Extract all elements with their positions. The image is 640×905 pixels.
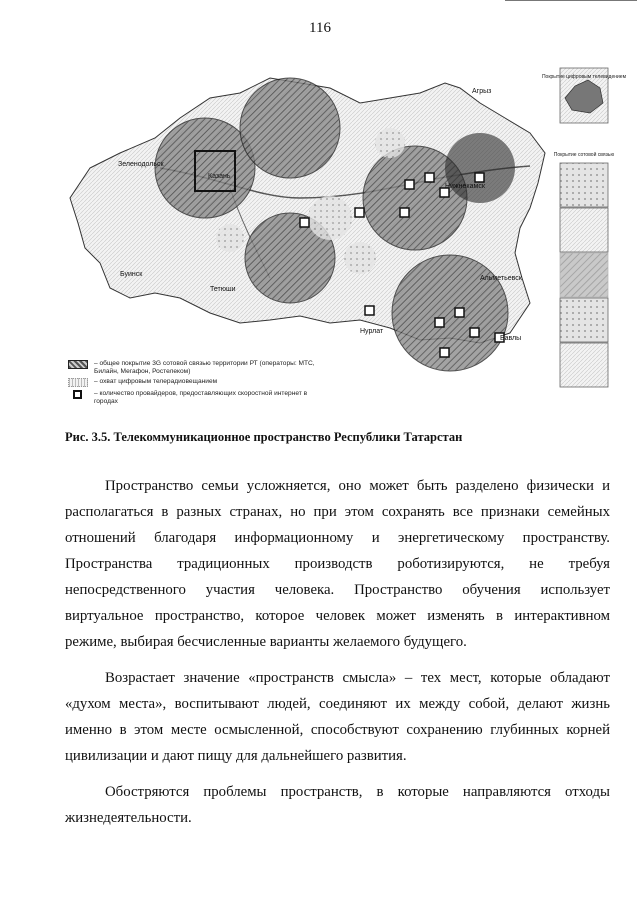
- city-label: Тетюши: [210, 286, 236, 293]
- provider-marker: [300, 218, 309, 227]
- hatched-swatch-icon: [68, 360, 88, 369]
- city-label: Буинск: [120, 271, 143, 278]
- legend-text: – общее покрытие 3G сотовой связью территории РТ (операторы: МТС, Билайн, Мегафон, Ростелеком): [94, 360, 315, 375]
- provider-marker: [475, 173, 484, 182]
- city-label: Бавлы: [500, 335, 522, 342]
- square-marker-icon: [73, 390, 82, 399]
- provider-marker: [470, 328, 479, 337]
- city-label: Агрыз: [472, 88, 492, 95]
- legend-item: [68, 360, 318, 375]
- tv-coverage-zone: [375, 128, 405, 158]
- provider-marker: [440, 348, 449, 357]
- inset-tv-label: Покрытие цифровым телевидением: [541, 74, 627, 80]
- tv-coverage-zone: [308, 196, 352, 240]
- legend-text: – количество провайдеров, предоставляющих скоростной интернет в городах: [94, 390, 308, 405]
- provider-marker: [455, 308, 464, 317]
- inset-maps: [542, 68, 627, 387]
- legend-item: [68, 390, 318, 405]
- page-number: 116: [309, 20, 331, 36]
- coverage-zone: [240, 78, 340, 178]
- body-text: [65, 473, 610, 841]
- city-label: Казань: [208, 173, 231, 180]
- city-label: Нурлат: [360, 328, 384, 335]
- paragraph: Обостряются проблемы пространств, в которые направляются отходы жизнедеятельности.: [65, 784, 610, 826]
- top-rule: [505, 0, 637, 1]
- legend-text: – охват цифровым телерадиовещанием: [94, 378, 218, 386]
- city-label: Альметьевск: [480, 275, 522, 282]
- coverage-zone: [392, 255, 508, 371]
- provider-marker: [355, 208, 364, 217]
- provider-marker: [425, 173, 434, 182]
- legend-item: [68, 378, 318, 387]
- map-legend: [68, 360, 318, 408]
- inset-cellular-label: Покрытие сотовой связью: [553, 152, 615, 158]
- coverage-zone: [445, 133, 515, 203]
- tv-coverage-zone: [344, 242, 376, 274]
- provider-marker: [400, 208, 409, 217]
- dotted-swatch-icon: [68, 378, 88, 387]
- figure-caption: Рис. 3.5. Телекоммуникационное пространство Республики Татарстан: [65, 430, 463, 444]
- city-label: Зеленодольск: [118, 161, 164, 168]
- paragraph: Пространство семьи усложняется, оно может быть разделено физически и располагаться в разных странах, но при этом сохранять все признаки семейных отношений благодаря информационному и энергетическому пространству. Пространства традиционных производств роботизируются, не требуя непосредственного участия человека. Пространство обучения использует виртуальное пространство, которое человек может изменять в интерактивном режиме, выбирая бесчисленные варианты желаемого будущего.: [65, 478, 610, 650]
- tv-coverage-zone: [216, 224, 244, 252]
- provider-marker: [365, 306, 374, 315]
- provider-marker: [435, 318, 444, 327]
- provider-marker: [405, 180, 414, 189]
- city-label: Нижнекамск: [445, 183, 485, 190]
- paragraph: Возрастает значение «пространств смысла» – тех мест, которые обладают «духом места», воспитывают людей, соединяют их между собой, делают жизнь именно в этом месте осмысленной, способствуют сохранению глубинных корней цивилизации и дают пищу для дальнейшего развития.: [65, 670, 610, 764]
